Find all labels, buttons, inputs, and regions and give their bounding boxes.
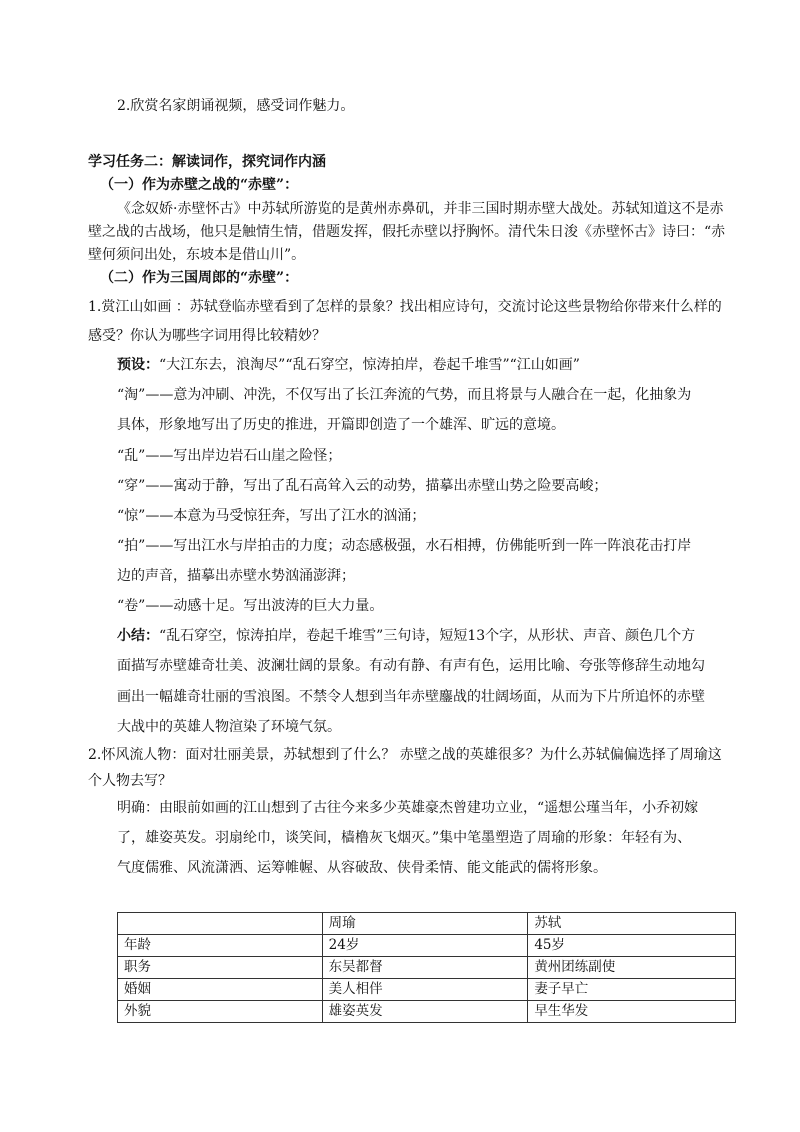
tao-line1: “淘”——意为冲刷、冲洗，不仅写出了长江奔流的气势，而且将景与人融合在一起，化抽象为 [117, 387, 692, 403]
summary-line3: 画出一幅雄奇壮丽的雪浪图。不禁令人想到当年赤壁鏖战的壮阔场面，从而为下片所追怀的赤壁 [117, 689, 705, 705]
section1-paragraph-line3: 壁何须问出处，东坡本是借山川”。 [88, 247, 306, 263]
mingque-line2: 了，雄姿英发。羽扇纶巾，谈笑间，樯橹灰飞烟灭。”集中笔墨塑造了周瑜的形象：年轻有为、 [117, 830, 692, 846]
pai-line1: “拍”——写出江水与岸拍击的力度；动态感极强，水石相搏，仿佛能听到一阵一阵浪花击打岸 [117, 538, 692, 554]
table-cell: 婚姻 [118, 979, 323, 1001]
summary-line1 [117, 627, 695, 645]
chuan-line: “穿”——寓动于静，写出了乱石高耸入云的动势，描摹出赤壁山势之险要高峻； [117, 478, 608, 494]
summary-line2: 面描写赤壁雄奇壮美、波澜壮阔的景象。有动有静、有声有色，运用比喻、夸张等修辞生动地勾 [117, 658, 705, 674]
summary-line4: 大战中的英雄人物渲染了环境气氛。 [117, 719, 341, 735]
question1-line1: 1.赏江山如画 ：苏轼登临赤壁看到了怎样的景象？找出相应诗句，交流讨论这些景物给你带来什么样的 [88, 299, 722, 315]
table-cell: 早生华发 [528, 1001, 736, 1023]
table-cell: 美人相伴 [322, 979, 528, 1001]
question1-line2: 感受？你认为哪些字词用得比较精妙？ [88, 328, 326, 344]
tao-line2: 具体，形象地写出了历史的推进，开篇即创造了一个雄浑、旷远的意境。 [117, 417, 565, 433]
table-cell: 妻子早亡 [528, 979, 736, 1001]
summary-label: 小结： [117, 628, 159, 644]
luan-line: “乱”——写出岸边岩石山崖之险怪； [117, 448, 342, 464]
juan-line: “卷”——动感十足。写出波涛的巨大力量。 [117, 598, 384, 614]
table-row [118, 1001, 736, 1023]
task2-heading: 学习任务二：解读词作，探究词作内涵 [88, 154, 326, 170]
table-cell: 东吴都督 [322, 957, 528, 979]
table-header-cell: 周瑜 [322, 913, 528, 935]
section1-paragraph-line1: 《念奴娇·赤壁怀古》中苏轼所游览的是黄州赤鼻矶，并非三国时期赤壁大战处。苏轼知道这不是赤 [117, 201, 724, 217]
table-cell: 黄州团练副使 [528, 957, 736, 979]
table-header-cell [118, 913, 323, 935]
comparison-table [117, 912, 736, 1023]
table-header-row [118, 913, 736, 935]
question2-line1: 2.怀风流人物：面对壮丽美景，苏轼想到了什么？ 赤壁之战的英雄很多？为什么苏轼偏偏选择了周瑜这 [88, 747, 722, 763]
table-cell: 职务 [118, 957, 323, 979]
mingque-line3: 气度儒雅、风流潇洒、运筹帷幄、从容破敌、侠骨柔情、能文能武的儒将形象。 [117, 860, 607, 876]
table-cell: 年龄 [118, 935, 323, 957]
table-cell: 雄姿英发 [322, 1001, 528, 1023]
summary-text: “乱石穿空，惊涛拍岸，卷起千堆雪”三句诗，短短13个字，从形状、声音、颜色几个方 [159, 628, 696, 644]
table-cell: 24岁 [322, 935, 528, 957]
preset-paragraph [117, 356, 580, 374]
section1-paragraph-line2: 壁之战的古战场，他只是触情生情，借题发挥，假托赤壁以抒胸怀。清代朱日浚《赤壁怀古》诗曰：“赤 [88, 224, 726, 240]
table-header-cell: 苏轼 [528, 913, 736, 935]
table-cell: 45岁 [528, 935, 736, 957]
pai-line2: 边的声音，描摹出赤壁水势汹涌澎湃； [117, 568, 355, 584]
table-row [118, 979, 736, 1001]
table-row [118, 935, 736, 957]
mingque-line1: 明确：由眼前如画的江山想到了古往今来多少英雄豪杰曾建功立业，“遥想公瑾当年，小乔初嫁 [117, 800, 699, 816]
section2-heading: （二）作为三国周郎的“赤壁”： [100, 270, 299, 286]
table-cell: 外貌 [118, 1001, 323, 1023]
preset-label: 预设： [117, 357, 159, 373]
preset-text: “大江东去，浪淘尽”“乱石穿空，惊涛拍岸，卷起千堆雪”“江山如画” [159, 357, 580, 373]
table-row [118, 957, 736, 979]
section1-heading: （一）作为赤壁之战的“赤壁”： [100, 177, 299, 193]
jing-line: “惊”——本意为马受惊狂奔，写出了江水的汹涌； [117, 508, 426, 524]
question2-line2: 个人物去写？ [88, 773, 172, 789]
intro-item-2: 2.欣赏名家朗诵视频，感受词作魅力。 [117, 98, 355, 114]
